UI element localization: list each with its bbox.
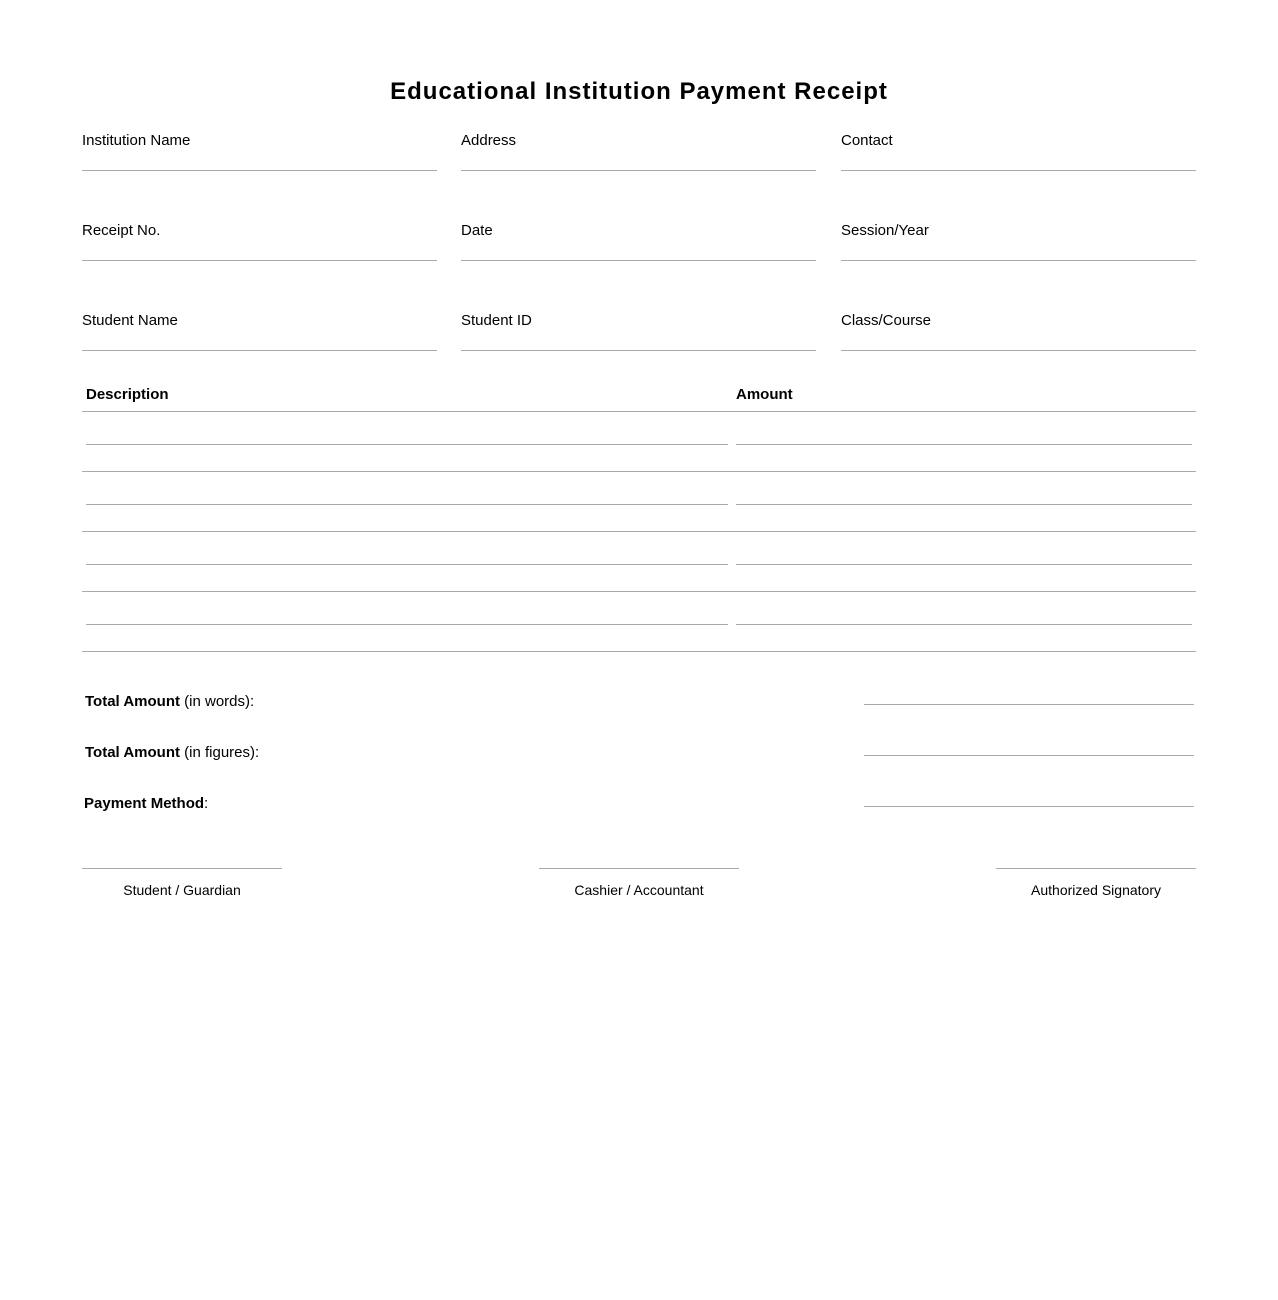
address-input[interactable] (461, 170, 816, 171)
institution-name-input[interactable] (82, 170, 437, 171)
total-words-label-rest: (in words): (179, 693, 255, 710)
field-class-course (841, 312, 1196, 351)
table-row (82, 472, 1196, 532)
description-input[interactable] (86, 444, 728, 445)
column-header-description: Description (86, 386, 169, 403)
field-label: Student Name (82, 312, 178, 329)
signature-label: Cashier / Accountant (574, 882, 704, 898)
signature-line[interactable] (82, 868, 282, 869)
total-figures-input[interactable] (864, 755, 1194, 756)
amount-input[interactable] (736, 444, 1192, 445)
field-institution-name (82, 132, 437, 171)
signature-label: Authorized Signatory (1031, 882, 1161, 898)
total-words-label-bold: Total Amount (85, 693, 180, 710)
signature-cashier-accountant (539, 868, 739, 898)
field-address (461, 132, 816, 171)
signature-line[interactable] (996, 868, 1196, 869)
field-date (461, 222, 816, 261)
student-name-input[interactable] (82, 350, 437, 351)
signature-line[interactable] (539, 868, 739, 869)
field-label: Address (461, 132, 517, 149)
field-student-id (461, 312, 816, 351)
field-contact (841, 132, 1196, 171)
amount-input[interactable] (736, 504, 1192, 505)
total-figures-label-rest: (in figures): (179, 744, 260, 761)
signature-label: Student / Guardian (123, 882, 241, 898)
total-figures-label-bold: Total Amount (85, 744, 180, 761)
field-label: Class/Course (841, 312, 932, 329)
table-row (82, 532, 1196, 592)
amount-input[interactable] (736, 564, 1192, 565)
column-header-amount: Amount (736, 386, 793, 403)
field-label: Student ID (461, 312, 532, 329)
payment-method-label-bold: Payment Method (84, 795, 205, 812)
total-words-input[interactable] (864, 704, 1194, 705)
table-row (82, 412, 1196, 472)
field-label: Contact (841, 132, 893, 149)
date-input[interactable] (461, 260, 816, 261)
amount-input[interactable] (736, 624, 1192, 625)
description-input[interactable] (86, 504, 728, 505)
receipt-no-input[interactable] (82, 260, 437, 261)
fee-table (82, 384, 1196, 652)
contact-input[interactable] (841, 170, 1196, 171)
field-label: Institution Name (82, 132, 191, 149)
description-input[interactable] (86, 564, 728, 565)
class-course-input[interactable] (841, 350, 1196, 351)
description-input[interactable] (86, 624, 728, 625)
page-title: Educational Institution Payment Receipt (390, 78, 888, 105)
payment-method-input[interactable] (864, 806, 1194, 807)
table-header (82, 384, 1196, 412)
payment-method-label-rest: : (204, 795, 209, 812)
field-receipt-no (82, 222, 437, 261)
total-figures-label (85, 744, 259, 761)
session-year-input[interactable] (841, 260, 1196, 261)
field-label: Receipt No. (82, 222, 161, 239)
payment-method-label (84, 795, 208, 812)
field-label: Date (461, 222, 493, 239)
field-student-name (82, 312, 437, 351)
table-row (82, 592, 1196, 652)
field-session-year (841, 222, 1196, 261)
field-label: Session/Year (841, 222, 929, 239)
signature-student-guardian (82, 868, 282, 898)
student-id-input[interactable] (461, 350, 816, 351)
signature-authorized-signatory (996, 868, 1196, 898)
total-words-label (85, 693, 254, 710)
